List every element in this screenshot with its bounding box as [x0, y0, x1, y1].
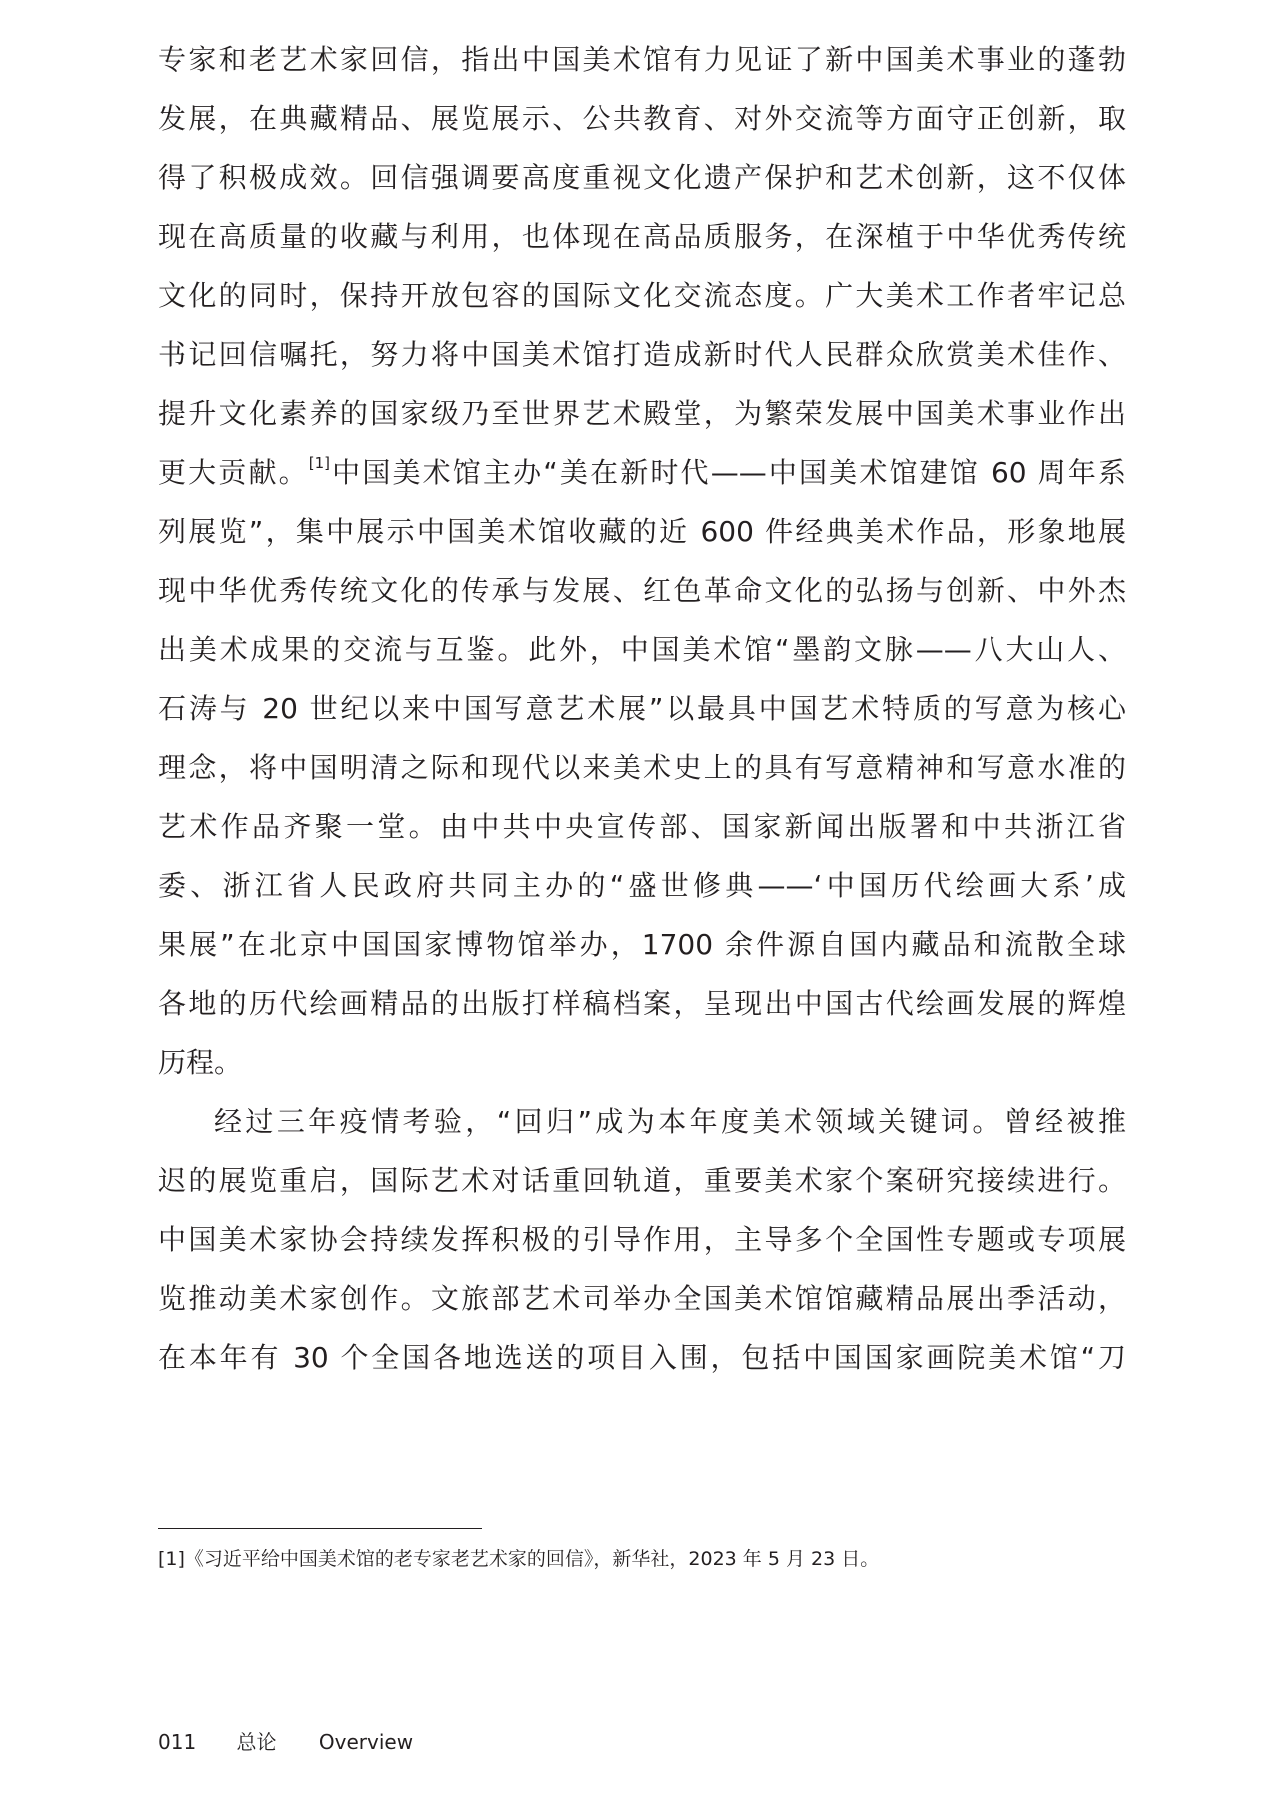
- text-segment: 更大贡献。: [158, 456, 309, 489]
- body-text: [158, 30, 1126, 1387]
- text-line: 览推动美术家创作。文旅部艺术司举办全国美术馆馆藏精品展出季活动，: [158, 1282, 1126, 1315]
- text-line: 历程。: [158, 1046, 243, 1079]
- text-line: [158, 443, 1126, 502]
- text-line: 迟的展览重启，国际艺术对话重回轨道，重要美术家个案研究接续进行。: [158, 1164, 1126, 1197]
- text-line: 石涛与 20 世纪以来中国写意艺术展”以最具中国艺术特质的写意为核心: [158, 692, 1126, 725]
- text-line: 经过三年疫情考验，“回归”成为本年度美术领域关键词。曾经被推: [214, 1105, 1126, 1138]
- text-line: 在本年有 30 个全国各地选送的项目入围，包括中国国家画院美术馆“刀: [158, 1341, 1126, 1374]
- text-line: 列展览”，集中展示中国美术馆收藏的近 600 件经典美术作品，形象地展: [158, 515, 1126, 548]
- text-line: 书记回信嘱托，努力将中国美术馆打造成新时代人民群众欣赏美术佳作、: [158, 338, 1126, 371]
- page-footer: [158, 1726, 413, 1758]
- text-line: 提升文化素养的国家级乃至世界艺术殿堂，为繁荣发展中国美术事业作出: [158, 397, 1126, 430]
- text-segment: 中国美术馆主办“美在新时代——中国美术馆建馆 60 周年系: [330, 456, 1126, 489]
- footnote: [1]《习近平给中国美术馆的老专家老艺术家的回信》，新华社，2023 年 5 月 23 日。: [158, 1548, 880, 1570]
- text-line: 果展”在北京中国国家博物馆举办，1700 余件源自国内藏品和流散全球: [158, 928, 1126, 961]
- text-line: 得了积极成效。回信强调要高度重视文化遗产保护和艺术创新，这不仅体: [158, 161, 1126, 194]
- footnote-divider: [158, 1528, 482, 1529]
- footnote-reference[interactable]: [1]: [308, 454, 331, 472]
- text-line: 理念，将中国明清之际和现代以来美术史上的具有写意精神和写意水准的: [158, 751, 1126, 784]
- text-line: 发展，在典藏精品、展览展示、公共教育、对外交流等方面守正创新，取: [158, 102, 1126, 135]
- text-line: 现中华优秀传统文化的传承与发展、红色革命文化的弘扬与创新、中外杰: [158, 574, 1126, 607]
- text-line: 艺术作品齐聚一堂。由中共中央宣传部、国家新闻出版署和中共浙江省: [158, 810, 1126, 843]
- section-title-english: Overview: [318, 1730, 414, 1754]
- text-line: 文化的同时，保持开放包容的国际文化交流态度。广大美术工作者牢记总: [158, 279, 1126, 312]
- text-line: 中国美术家协会持续发挥积极的引导作用，主导多个全国性专题或专项展: [158, 1223, 1126, 1256]
- text-line: 各地的历代绘画精品的出版打样稿档案，呈现出中国古代绘画发展的辉煌: [158, 987, 1126, 1020]
- paragraph-2: [158, 1092, 1126, 1387]
- paragraph-1: [158, 30, 1126, 1092]
- text-line: 委、浙江省人民政府共同主办的“盛世修典——‘中国历代绘画大系’成: [158, 869, 1126, 902]
- page-number: 011: [158, 1730, 197, 1754]
- text-line: 出美术成果的交流与互鉴。此外，中国美术馆“墨韵文脉——八大山人、: [158, 633, 1126, 666]
- text-line: 现在高质量的收藏与利用，也体现在高品质服务，在深植于中华优秀传统: [158, 220, 1126, 253]
- text-line: 专家和老艺术家回信，指出中国美术馆有力见证了新中国美术事业的蓬勃: [158, 43, 1126, 76]
- section-title-chinese: 总论: [236, 1730, 277, 1754]
